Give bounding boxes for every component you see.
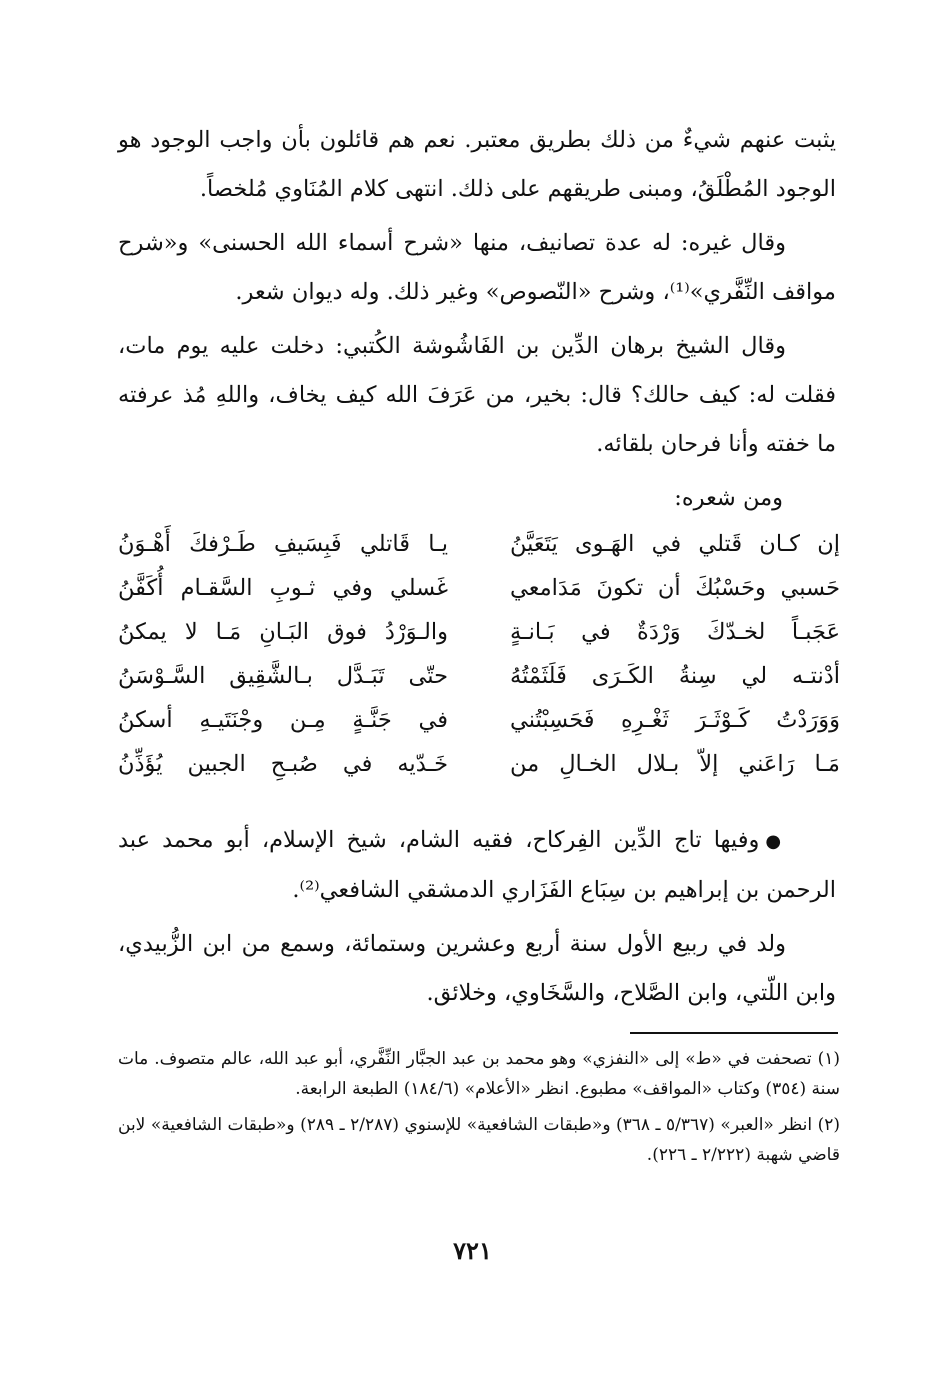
paragraph-4: [118, 816, 836, 915]
paragraph-2: [118, 219, 836, 317]
bullet-icon: ●: [765, 831, 786, 852]
verse-second-hemistich: في جَنَّـةٍ مِـن وجْنَتَيـهِ أسكنُ: [118, 707, 448, 733]
poem-verse: [118, 698, 840, 742]
poem-verse: [118, 610, 840, 654]
paragraph-3: [118, 322, 836, 469]
poem: [118, 522, 840, 786]
page-number: ٧٢١: [453, 1236, 492, 1265]
footnote-1: (١) تصحفت في «ط» إلى «النفزي» وهو محمد بن عبد الجبَّار النِّفَّري، أبو عبد الله، عالم متصوف. مات سنة (٣٥٤) وكتاب «المواقف» مطبوع. انظر «الأعلام» (١٨٤/٦) الطبعة الرابعة.: [118, 1049, 840, 1099]
paragraph-5: [118, 920, 836, 1018]
verse-first-hemistich: وَوَرَدْتُ كَـوْثَـرَ ثَغْـرِهِ فَحَسِبْتُني: [510, 707, 840, 733]
paragraph-2-text: وقال غيره: له عدة تصانيف، منها «شرح أسماء الله الحسنى» و«شرح مواقف النِّفَّري»⁽¹⁾، وشرح «النّصوص» وغير ذلك. وله ديوان شعر.: [118, 230, 836, 305]
poem-verse: [118, 742, 840, 786]
paragraph-4-text: [118, 816, 836, 915]
verse-first-hemistich: عَجَبـاً لخـدّكَ وَرْدَةٌ في بَـانـةٍ: [510, 619, 840, 645]
verse-second-hemistich: حتّى تَبَـدَّل بـالشَّقِيق السَّـوْسَنُ: [118, 663, 448, 689]
verse-first-hemistich: إن كـان قَتلي في الهَـوى يَتَعَيَّنُ: [510, 531, 840, 557]
poem-verse: [118, 566, 840, 610]
verse-first-hemistich: مَـا رَاعَني إلاّ بـلال الخـالِ من: [510, 751, 840, 777]
verse-second-hemistich: خَـدّيه في صُبـحِ الجبين يُؤَذِّنُ: [118, 751, 448, 777]
verse-second-hemistich: والـوَرْدُ فوق البَـانِ مَـا لا يمكنُ: [118, 619, 448, 645]
paragraph-3-text: وقال الشيخ برهان الدِّين بن الفَاشُوشة الكُتبي: دخلت عليه يوم مات، فقلت له: كيف حالك؟ قال: بخير، من عَرَفَ الله كيف يخاف، واللهِ مُذ عرفته ما خفته وأنا فرحان بلقائه.: [118, 333, 836, 457]
poem-intro: ومن شعره:: [674, 485, 783, 511]
verse-first-hemistich: حَسبي وحَسْبُكَ أن تكونَ مَدَامعي: [510, 575, 840, 601]
poem-verse: [118, 654, 840, 698]
verse-second-hemistich: غَسلي وفي ثـوبِ السَّقـام أُكَفَّنُ: [118, 575, 448, 601]
footnote-separator: [630, 1032, 838, 1034]
verse-first-hemistich: أدْنتـه لي سِنةُ الكَـرَى فَلَثَمْتُهُ: [510, 663, 840, 689]
poem-verse: [118, 522, 840, 566]
footnote-2: (٢) انظر «العبر» (٥/٣٦٧ ـ ٣٦٨) و«طبقات الشافعية» للإسنوي (٢/٢٨٧ ـ ٢٨٩) و«طبقات الشافعية» لابن قاضي شهبة (٢/٢٢٢ ـ ٢٢٦).: [118, 1115, 840, 1165]
paragraph-1-text: يثبت عنهم شيءٌ من ذلك بطريق معتبر. نعم هم قائلون بأن واجب الوجود هو الوجود المُطْلَقُ، ومبنى طريقهم على ذلك. انتهى كلام المُنَاوي مُلخصاً.: [118, 127, 836, 202]
paragraph-1: [118, 116, 836, 214]
paragraph-4-body: وفيها تاج الدِّين الفِركاح، فقيه الشام، شيخ الإسلام، أبو محمد عبد الرحمن بن إبراهيم بن سِبَاع الفَزَاري الدمشقي الشافعي⁽²⁾.: [118, 827, 836, 903]
paragraph-5-text: ولد في ربيع الأول سنة أربع وعشرين وستمائة، وسمع من ابن الزُّبيدي، وابن اللّتي، وابن الصَّلاح، والسَّخَاوي، وخلائق.: [118, 931, 836, 1006]
footnotes: [118, 1044, 840, 1176]
verse-second-hemistich: يـا قَاتلي فَبِسَيفِ طَـرْفكَ أَهْـوَنُ: [118, 531, 448, 557]
